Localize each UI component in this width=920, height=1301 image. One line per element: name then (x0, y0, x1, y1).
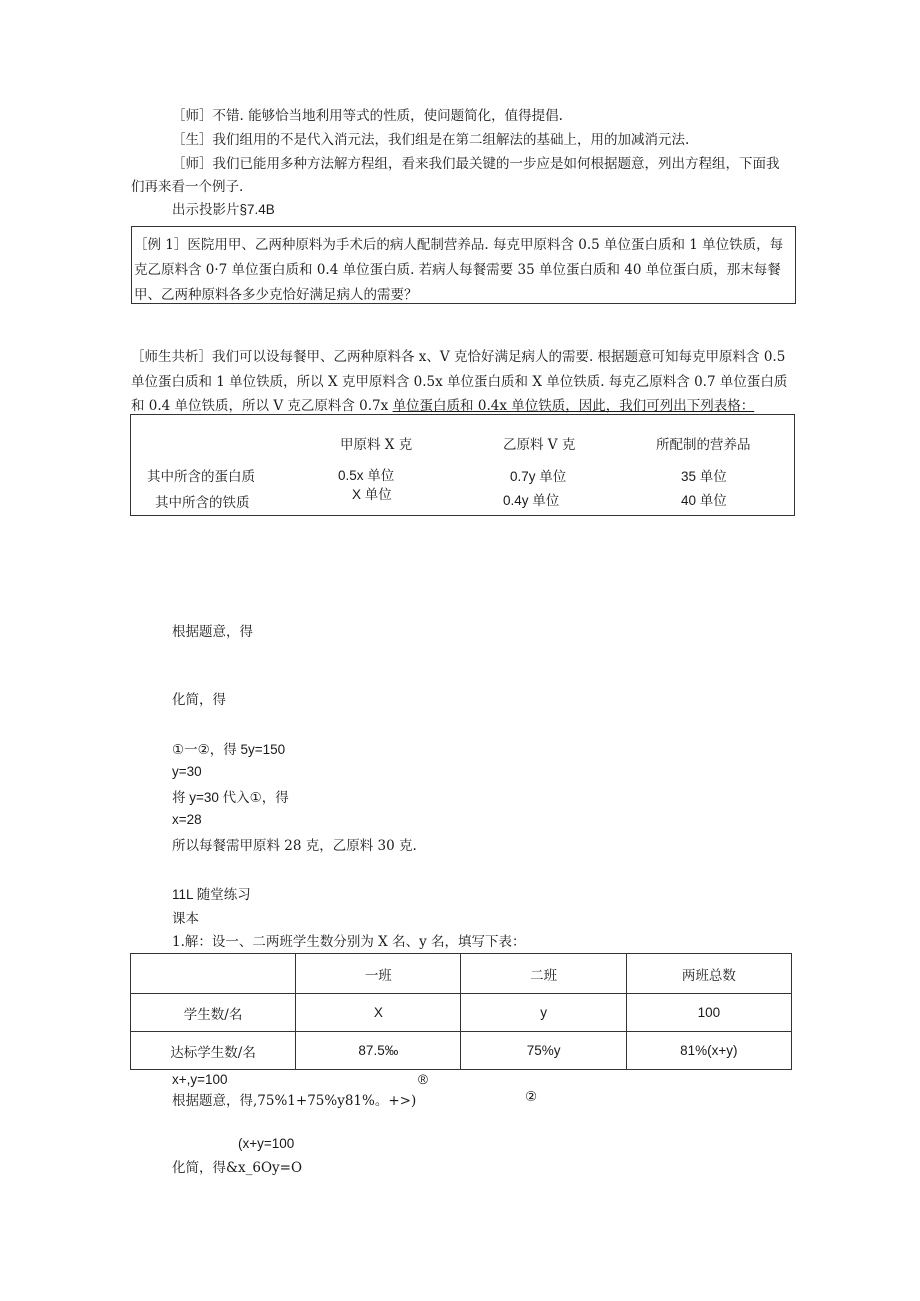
table2-header-class2: 二班 (461, 954, 626, 994)
table2-cell: 81%(x+y) (626, 1032, 791, 1070)
table-row (131, 1032, 792, 1070)
analysis-line-2: 单位蛋白质和 1 单位铁质，所以 X 克甲原料含 0.5x 单位蛋白质和 X 单位铁质. 每克乙原料含 0.7 单位蛋白质 (131, 374, 788, 390)
table2-cell: 达标学生数/名 (131, 1032, 296, 1070)
practice-title: 11L 随堂练习 (172, 887, 251, 902)
tail-mark-2: ② (525, 1089, 538, 1104)
table1-row1-a: 0.5x 单位 (338, 468, 395, 483)
table2-header-total: 两班总数 (626, 954, 791, 994)
dialogue-line-3b: 们再来看一个例子. (131, 179, 244, 195)
dialogue-line-2: ［生］我们组用的不是代入消元法，我们组是在第二组解法的基础上，用的加减消元法. (172, 132, 690, 148)
solution-step-3: ①一②，得 5y=150 (172, 742, 286, 757)
table1-row1-label: 其中所含的蛋白质 (147, 469, 255, 485)
table2-cell: 87.5‰ (296, 1032, 461, 1070)
table2-cell: 100 (626, 994, 791, 1032)
solution-step-6: x=28 (172, 812, 202, 827)
tail-equation-2: 根据题意，得,75%1+75%y81%。+>) (172, 1093, 417, 1109)
example-line-2: 克乙原料含 0·7 单位蛋白质和 0.4 单位蛋白质. 若病人每餐需要 35 单位蛋白质和 40 单位蛋白质，那末每餐 (134, 262, 781, 278)
analysis-line-1: ［师生共析］我们可以设每餐甲、乙两种原料各 x、V 克恰好满足病人的需要. 根据题意可知每克甲原料含 0.5 (131, 349, 786, 365)
example-line-1: ［例 1］医院用甲、乙两种原料为手术后的病人配制营养品. 每克甲原料含 0.5 单位蛋白质和 1 单位铁质，每 (134, 237, 784, 253)
table2-header-class1: 一班 (296, 954, 461, 994)
table-row (131, 954, 792, 994)
solution-step-4: y=30 (172, 764, 202, 779)
table1-row2-a: X 单位 (352, 487, 392, 502)
dialogue-line-1: ［师］不错. 能够恰当地利用等式的性质，使问题简化，值得提倡. (172, 108, 563, 124)
table2-cell: 学生数/名 (131, 994, 296, 1032)
tail-mark-1: ® (418, 1072, 428, 1087)
class-students-table (130, 953, 792, 1070)
solution-step-1: 根据题意，得 (172, 624, 253, 640)
table2-cell: 75%y (461, 1032, 626, 1070)
table2-cell: X (296, 994, 461, 1032)
table1-row1-c: 35 单位 (681, 469, 727, 484)
solution-step-2: 化简，得 (172, 692, 226, 708)
dialogue-line-4: 出示投影片§7.4B (172, 202, 275, 217)
table2-cell: y (461, 994, 626, 1032)
tail-equation-3: (x+y=100 (238, 1136, 295, 1151)
table1-header-a: 甲原料 X 克 (340, 437, 413, 453)
tail-equation-1: x+,y=100 (172, 1072, 228, 1087)
tail-equation-4: 化简，得&x_6Oy=O (172, 1160, 303, 1176)
table-row (131, 994, 792, 1032)
analysis-line-3-underlined: 单位蛋白质和 0.4x 单位铁质，因此，我们可列出下列表格： (392, 398, 755, 414)
table1-row2-c: 40 单位 (681, 493, 727, 508)
analysis-line-3-plain: 和 0.4 单位铁质，所以 V 克乙原料含 0.7x (131, 398, 393, 414)
table1-row2-label: 其中所含的铁质 (155, 495, 250, 511)
solution-conclusion: 所以每餐需甲原料 28 克，乙原料 30 克. (172, 838, 417, 854)
analysis-line-3 (131, 394, 754, 414)
table1-row2-b: 0.4y 单位 (503, 493, 560, 508)
table1-row1-b: 0.7y 单位 (510, 469, 567, 484)
practice-question-1: 1.解：设一、二两班学生数分别为 X 名、y 名，填写下表： (172, 934, 526, 950)
table1-header-b: 乙原料 V 克 (503, 437, 576, 453)
table2-header-empty (131, 954, 296, 994)
practice-sub: 课本 (172, 911, 199, 927)
table1-header-c: 所配制的营养品 (656, 437, 751, 453)
dialogue-line-3a: ［师］我们已能用多种方法解方程组，看来我们最关键的一步应是如何根据题意，列出方程组，下面我 (172, 156, 780, 172)
solution-step-5: 将 y=30 代入①，得 (172, 790, 289, 805)
example-line-3: 甲、乙两种原料各多少克恰好满足病人的需要？ (134, 287, 418, 303)
